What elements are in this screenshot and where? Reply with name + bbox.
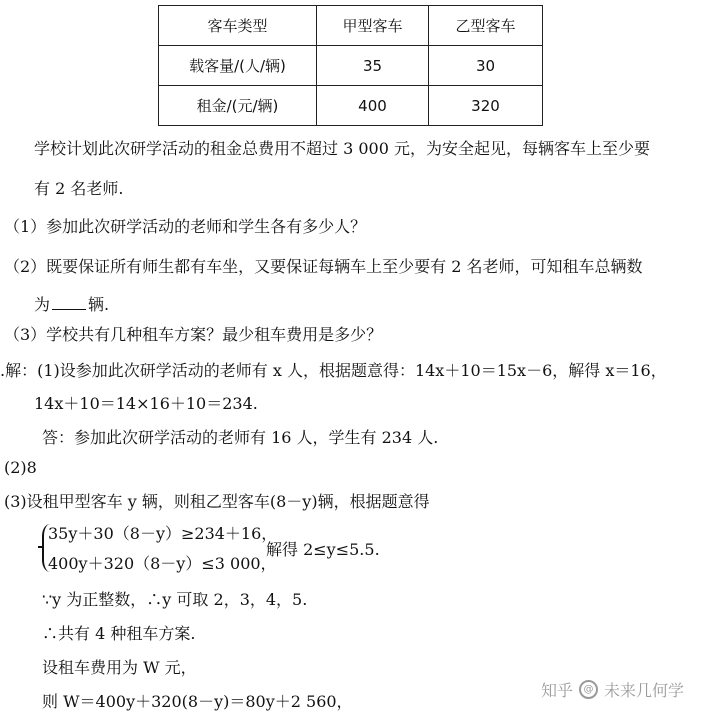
solution-2: (2)8 xyxy=(4,458,37,477)
inequality-2: 400y＋320（8－y）≤3 000， xyxy=(48,554,277,573)
table-cell: 30 xyxy=(429,46,543,86)
solution-1-answer: 答：参加此次研学活动的老师有 16 人，学生有 234 人. xyxy=(42,428,439,447)
inequality-solution: 解得 2≤y≤5.5. xyxy=(266,540,380,559)
solution-3-line5: 则 W＝400y＋320(8－y)＝80y＋2 560， xyxy=(42,692,353,711)
question-3: （3）学校共有几种租车方案？最少租车费用是多少？ xyxy=(4,325,383,344)
watermark-author: 未来几何学 xyxy=(604,681,685,700)
answer-blank xyxy=(52,295,86,310)
table-cell: 租金/(元/辆) xyxy=(159,86,317,126)
table-cell: 载客量/(人/辆) xyxy=(159,46,317,86)
solution-1-line1: .解：(1)设参加此次研学活动的老师有 x 人，根据题意得：14x＋10＝15x－6，解得 x＝16， xyxy=(0,361,667,380)
table-header-row xyxy=(159,6,543,46)
table-row xyxy=(159,46,543,86)
solution-1-line2: 14x＋10＝14×16＋10＝234. xyxy=(34,394,258,413)
watermark xyxy=(541,678,684,701)
table-cell: 320 xyxy=(429,86,543,126)
table-header-cell: 客车类型 xyxy=(159,6,317,46)
question-2-prefix: 为 xyxy=(34,295,51,314)
problem-paragraph-line2: 有 2 名老师. xyxy=(34,179,124,198)
problem-paragraph-line1: 学校计划此次研学活动的租金总费用不超过 3 000 元，为安全起见，每辆客车上至少要 xyxy=(34,139,650,158)
bus-info-table xyxy=(158,5,543,126)
question-2-line1: （2）既要保证所有师生都有车坐，又要保证每辆车上至少要有 2 名老师，可知租车总辆数 xyxy=(4,257,643,276)
table-header-cell: 乙型客车 xyxy=(429,6,543,46)
question-1: （1）参加此次研学活动的老师和学生各有多少人？ xyxy=(4,217,367,236)
solution-3-line2: ∵y 为正整数，∴y 可取 2，3，4，5. xyxy=(42,590,308,609)
question-2-line2 xyxy=(34,292,109,315)
table-cell: 400 xyxy=(317,86,429,126)
at-icon: @ xyxy=(579,680,598,699)
table-row xyxy=(159,86,543,126)
inequality-1: 35y＋30（8－y）≥234＋16， xyxy=(48,524,278,543)
system-brace-tip xyxy=(38,546,43,548)
table-header-cell: 甲型客车 xyxy=(317,6,429,46)
table-cell: 35 xyxy=(317,46,429,86)
solution-3-line4: 设租车费用为 W 元， xyxy=(42,658,197,677)
solution-3-line3: ∴共有 4 种租车方案. xyxy=(42,624,196,643)
watermark-site: 知乎 xyxy=(541,681,574,700)
question-2-suffix: 辆. xyxy=(88,295,110,314)
solution-3-line1: (3)设租甲型客车 y 辆，则租乙型客车(8－y)辆，根据题意得 xyxy=(4,492,430,511)
